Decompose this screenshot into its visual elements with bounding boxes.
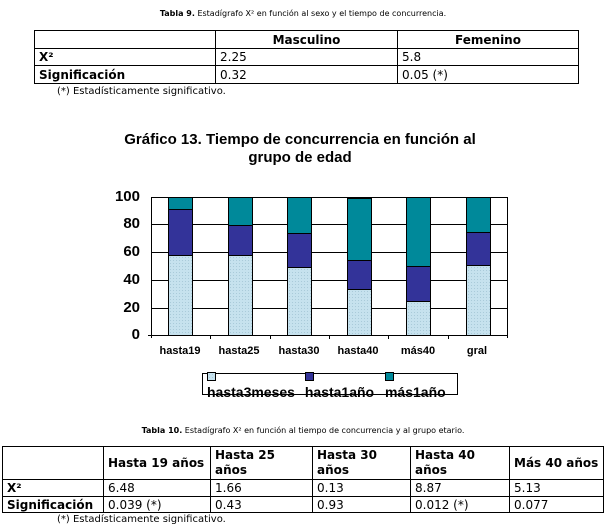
bar-segment-hasta25-más1año (228, 197, 253, 226)
row-label: Significación (3, 497, 104, 513)
legend-swatch-icon (207, 372, 216, 381)
table10 (2, 446, 604, 513)
x-tick-label: hasta25 (218, 345, 260, 357)
bar-segment-más40-más1año (406, 197, 431, 267)
cell: 0.93 (313, 497, 411, 513)
gridline (151, 308, 508, 309)
bar-segment-hasta30-más1año (287, 197, 312, 234)
cell: 5.13 (510, 480, 604, 497)
table9-header-masculino: Masculino (216, 31, 398, 49)
x-tick-mark (388, 335, 389, 339)
cell: 1.66 (211, 480, 313, 497)
cell: 0.039 (*) (104, 497, 211, 513)
legend-item-hasta1ano: hasta1año (305, 368, 381, 400)
cell: 0.43 (211, 497, 313, 513)
x-tick-label: hasta19 (159, 345, 201, 357)
legend-item-mas1ano: más1año (385, 368, 453, 400)
table-row (35, 49, 579, 66)
x-tick-mark (210, 335, 211, 339)
table10-header: Hasta 19 años (104, 447, 211, 480)
y-tick: 80 (123, 215, 140, 232)
table10-header-empty (3, 447, 104, 480)
gridline (151, 197, 508, 198)
table9-header-empty (35, 31, 216, 49)
gridline (151, 280, 508, 281)
bar-segment-hasta25-hasta1año (228, 225, 253, 256)
bar-segment-hasta19-más1año (168, 197, 193, 210)
bar-segment-gral-más1año (466, 197, 491, 233)
cell: 0.32 (216, 66, 398, 84)
cell: 0.05 (*) (398, 66, 579, 84)
bar-segment-hasta25-hasta3meses (228, 255, 253, 336)
legend-swatch-icon (305, 372, 314, 381)
row-label: X² (3, 480, 104, 497)
table10-header: Hasta 25 años (211, 447, 313, 480)
table10-note: (*) Estadísticamente significativo. (57, 514, 226, 525)
y-tick: 0 (131, 326, 140, 343)
bar-segment-hasta19-hasta3meses (168, 255, 193, 336)
row-label: Significación (35, 66, 216, 84)
cell: 6.48 (104, 480, 211, 497)
gridline (151, 252, 508, 253)
bar-segment-hasta40-hasta3meses (347, 289, 372, 336)
row-label: X² (35, 49, 216, 66)
bar-segment-gral-hasta1año (466, 232, 491, 266)
table10-caption: Tabla 10. Estadígrafo X² en función al tiempo de concurrencia y al grupo etario. (141, 426, 465, 435)
gridline (151, 224, 508, 225)
cell: 0.012 (*) (411, 497, 510, 513)
table9-caption: Tabla 9. Estadígrafo X² en función al sexo y el tiempo de concurrencia. (159, 9, 447, 18)
bar-segment-gral-hasta3meses (466, 265, 491, 336)
plot-right-border (507, 197, 508, 338)
table9-header-femenino: Femenino (398, 31, 579, 49)
y-axis (151, 197, 152, 338)
y-tick: 40 (123, 271, 140, 288)
x-tick-mark (329, 335, 330, 339)
x-axis (148, 335, 508, 336)
y-tick: 20 (123, 299, 140, 316)
bar-segment-hasta30-hasta1año (287, 233, 312, 269)
legend-swatch-icon (385, 372, 394, 381)
table10-header: Más 40 años (510, 447, 604, 480)
table-row (35, 66, 579, 84)
x-tick-mark (448, 335, 449, 339)
y-tick: 60 (123, 243, 140, 260)
table9 (34, 30, 579, 84)
cell: 5.8 (398, 49, 579, 66)
cell: 0.13 (313, 480, 411, 497)
x-tick-label: hasta30 (278, 345, 320, 357)
x-tick-label: más40 (400, 345, 436, 357)
table9-note: (*) Estadísticamente significativo. (57, 86, 226, 97)
legend-item-hasta3meses: hasta3meses (207, 368, 301, 400)
bar-segment-más40-hasta3meses (406, 301, 431, 337)
bar-segment-hasta30-hasta3meses (287, 267, 312, 336)
bar-segment-hasta40-más1año (347, 198, 372, 261)
table10-header: Hasta 30 años (313, 447, 411, 480)
x-tick-label: gral (466, 345, 488, 357)
chart-title: Gráfico 13. Tiempo de concurrencia en función al grupo de edad (124, 131, 476, 166)
bar-segment-hasta40-hasta1año (347, 260, 372, 290)
table10-header: Hasta 40 años (411, 447, 510, 480)
chart-legend (202, 373, 458, 400)
bar-segment-hasta19-hasta1año (168, 209, 193, 256)
bar-segment-más40-hasta1año (406, 266, 431, 302)
table-row (3, 480, 604, 497)
cell: 0.077 (510, 497, 604, 513)
x-tick-label: hasta40 (337, 345, 379, 357)
cell: 8.87 (411, 480, 510, 497)
table-row (3, 497, 604, 513)
y-tick: 100 (114, 188, 140, 205)
cell: 2.25 (216, 49, 398, 66)
x-tick-mark (270, 335, 271, 339)
